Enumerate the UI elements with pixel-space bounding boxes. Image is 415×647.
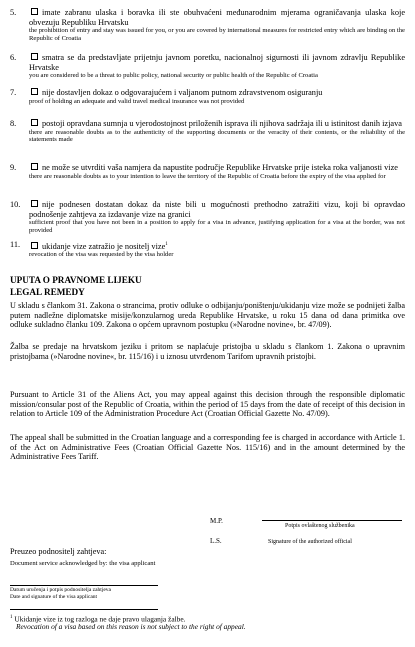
legal-remedy-heading-hr: UPUTA O PRAVNOME LIJEKU <box>10 275 142 285</box>
remedy-paragraph-hr-2: Žalba se predaje na hrvatskom jeziku i pritom se naplaćuje pristojba u skladu s člankom 1. Zakona o upravnim pristojbama (»Narodne novine«, br. 115/16) i u iznosu utvrđenom Tarifom upravnih pristojbi. <box>10 342 405 361</box>
item-text-hr: nije dostavljen dokaz o odgovarajućem i valjanom putnom zdravstvenom osiguranju <box>42 88 323 97</box>
item-text-hr: nije podnesen dostatan dokaz da niste bili u mogućnosti prethodno zatražiti vizu, koji bi opravdao podnošenje zahtjeva za izdavanje vize na granici <box>29 200 405 219</box>
item-text-hr: ukidanje vize zatražio je nositelj vize <box>42 241 166 251</box>
remedy-paragraph-en-2: The appeal shall be submitted in the Croatian language and a corresponding fee is charged in accordance with Article 1. of the Act on Administrative Fees (Croatian Official Gazette Nos. 115/16) and in the amount determined by the Administrative Fees Tariff. <box>10 433 405 462</box>
item-text-hr: smatra se da predstavljate prijetnju javnom poretku, nacionalnoj sigurnosti ili javnom zdravlju Republike Hrvatske <box>29 53 405 72</box>
footnote-text-hr: Ukidanje vize iz tog razloga ne daje pravo ulaganja žalbe. <box>14 614 186 624</box>
footnote-separator <box>10 609 158 610</box>
item-text-en: you are considered to be a threat to public policy, national security or public health of the Republic of Croatia <box>29 72 318 80</box>
item-text-en: there are reasonable doubts as to the authenticity of the supporting documents or the veracity of their contents, or the reliability of the statements made <box>29 128 405 144</box>
footnote-ref: 1 <box>165 242 168 247</box>
checkbox[interactable] <box>31 200 38 207</box>
item-text-en: sufficient proof that you have not been in a position to apply for a visa in advance, justifying application for a visa at the border, was not provided <box>29 219 405 234</box>
remedy-paragraph-hr-1: U skladu s člankom 31. Zakona o strancima, protiv odluke o odbijanju/poništenju/ukidanju vize može se podnijeti žalba putem nadležne diplomatske misije/konzularnog ureda Republike Hrvatske, u roku 15 dana od dana primitka ove odluke sukladno članku 109. Zakona o općem upravnom postupku (»Narodne novine«, br. 47/09). <box>10 301 405 330</box>
reason-item-6 <box>10 53 405 80</box>
remedy-paragraph-en-1: Pursuant to Article 31 of the Aliens Act, you may appeal against this decision through the responsible diplomatic mission/consular post of the Republic of Croatia, within the period of 15 days from the date of receipt of this decision in relation to Article 109 of the Administration Procedure Act (Croatian Official Gazette No. 47/09). <box>10 390 405 419</box>
checkbox[interactable] <box>31 119 38 126</box>
signature-label-hr: Potpis ovlaštenog službenika <box>285 523 355 529</box>
reason-item-5 <box>10 8 405 42</box>
checkbox[interactable] <box>31 163 38 170</box>
date-signature-label-en: Date and signature of the visa applicant <box>10 594 98 600</box>
item-text-en: there are reasonable doubts as to your intention to leave the territory of the Republic of Croatia before the expiry of the visa applied for <box>29 172 386 180</box>
item-number: 10. <box>10 200 21 209</box>
item-number: 7. <box>10 88 17 97</box>
checkbox[interactable] <box>31 88 38 95</box>
checkbox[interactable] <box>31 53 38 60</box>
item-number: 8. <box>10 119 17 128</box>
item-text-en: the prohibition of entry and stay was issued for you, or you are covered by international measures for restricted entry which are binding on the Republic of Croatia <box>29 27 405 42</box>
item-text-hr: imate zabranu ulaska i boravka ili ste obuhvaćeni međunarodnim mjerama ograničavanja ulaska koje obvezuju Republiku Hrvatsku <box>29 8 405 27</box>
item-text-hr: postoji opravdana sumnja u vjerodostojnost priloženih isprava ili njihova sadržaja ili u istinitost danih izjava <box>42 119 402 128</box>
item-text-en: revocation of the visa was requested by the visa holder <box>29 251 174 259</box>
official-signature-line <box>262 520 402 521</box>
reason-item-10 <box>10 200 405 234</box>
item-number: 9. <box>10 163 17 172</box>
item-text-en: proof of holding an adequate and valid travel medical insurance was not provided <box>29 97 245 105</box>
legal-remedy-heading-en: LEGAL REMEDY <box>10 287 85 297</box>
footnote-number: 1 <box>10 615 13 620</box>
reason-item-9 <box>10 163 405 180</box>
signature-label-en: Signature of the authorized official <box>268 539 352 545</box>
item-number: 5. <box>10 8 17 17</box>
footnote-en: Revocation of a visa based on this reason is not subject to the right of appeal. <box>16 622 246 631</box>
seal-place-en: L.S. <box>210 537 222 545</box>
checkbox[interactable] <box>31 8 38 15</box>
applicant-signature-line <box>10 585 158 586</box>
item-number: 11. <box>10 240 21 249</box>
reason-item-8 <box>10 119 405 144</box>
received-by-en: Document service acknowledged by: the visa applicant <box>10 560 156 567</box>
date-signature-label-hr: Datum uručenja i potpis podnositelja zahtjeva <box>10 587 111 593</box>
reason-item-7 <box>10 88 405 105</box>
seal-place-hr: M.P. <box>210 517 223 525</box>
reason-item-11 <box>10 240 405 259</box>
received-by-label: Preuzeo podnositelj zahtjeva: <box>10 547 107 556</box>
item-text-hr: ne može se utvrditi vaša namjera da napustite područje Republike Hrvatske prije isteka roka valjanosti vize <box>42 163 398 172</box>
item-number: 6. <box>10 53 17 62</box>
checkbox[interactable] <box>31 242 38 249</box>
